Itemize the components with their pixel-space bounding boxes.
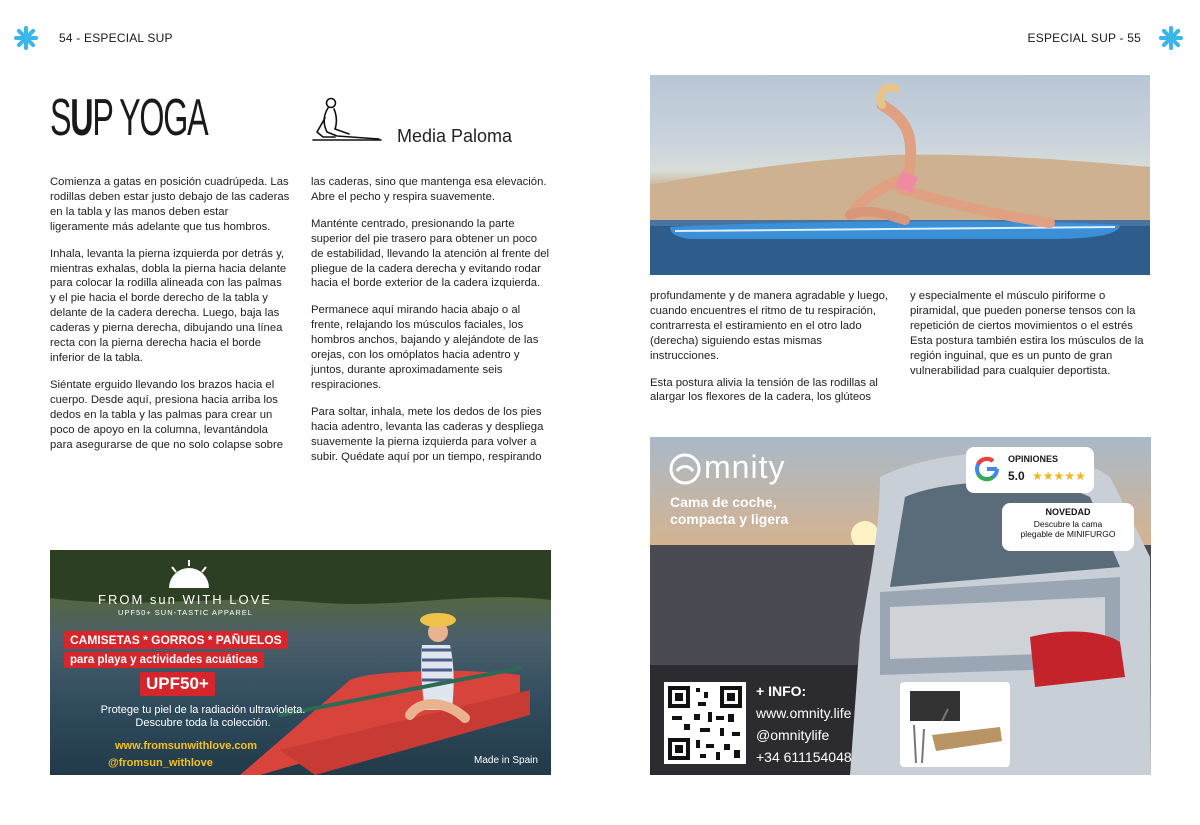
paragraph: Para soltar, inhala, mete los dedos de los pies hacia adentro, levanta las caderas y despliega suavemente la pierna izquierda para volver a subir. Quédate aquí por un tiempo, respirando: [311, 405, 544, 463]
qr-code-icon[interactable]: [664, 682, 746, 764]
ad-brand: FROM sun WITH LOVE: [98, 592, 272, 607]
fromsun-advertisement[interactable]: [50, 550, 551, 775]
info-label: + INFO:: [756, 683, 807, 699]
omnity-website-link[interactable]: www.omnity.life: [756, 705, 852, 721]
page-number-left: 54 - ESPECIAL SUP: [59, 31, 173, 45]
omnity-tagline-2: compacta y ligera: [670, 511, 789, 527]
text-column-2: [311, 175, 551, 476]
ad-collection-text: Descubre toda la colección.: [135, 717, 271, 729]
rating-stars: ★★★★★: [1032, 469, 1086, 483]
paragraph: Comienza a gatas en posición cuadrúpeda. Las rodillas deben estar justo debajo de las caderas en la tabla y las manos deben estar ligeramente más adelante que tus hombros.: [50, 176, 290, 233]
novedad-badge: [1002, 503, 1134, 551]
yoga-photo: [650, 75, 1150, 275]
google-icon: [973, 455, 1001, 483]
ad-website-link[interactable]: www.fromsunwithlove.com: [115, 740, 257, 752]
novedad-text-1: Descubre la cama: [1033, 519, 1103, 529]
paragraph: Esta postura alivia la tensión de las rodillas al alargar los flexores de la cadera, los glúteos: [650, 376, 878, 404]
paragraph: Inhala, levanta la pierna izquierda por detrás y, mientras exhalas, dobla la pierna hacia delante para colocar la rodilla alineada con las palmas y el pie hacia el borde derecho de la tabla y delante de la cadera derecha. Luego, baja las caderas y pierna derecha, dibujando una línea recta con la pierna derecha hacia el borde inferior de la tabla.: [50, 247, 287, 364]
pigeon-pose-icon: [309, 96, 383, 144]
ad-protect-text: Protege tu piel de la radiación ultravioleta.: [100, 704, 306, 716]
novedad-text-2: plegable de MINIFURGO: [1020, 529, 1116, 539]
paragraph: profundamente y de manera agradable y luego, cuando encuentres el ritmo de tu respiración, contrarresta el estiramiento en el otro lado (derecha) siguiendo estas mismas instrucciones.: [650, 290, 889, 362]
rating-value: 5.0: [1008, 469, 1025, 483]
folding-bed-product-icon: [902, 685, 1008, 765]
sun-logo-icon: [164, 560, 214, 590]
paragraph: y especialmente el músculo piriforme o piramidal, que pueden ponerse tensos con la repetición de ciertos movimientos o el estrés Esta postura también estira los músculos de la región inguinal, que es un punto de gran vulnerabilidad para cualquier deportista.: [910, 290, 1144, 377]
ad-made-in-label: Made in Spain: [474, 755, 538, 766]
omnity-brand: mnity: [704, 449, 786, 485]
ad-tagline: UPF50+ SUN-TASTIC APPAREL: [118, 608, 253, 617]
paragraph: Siéntate erguido llevando los brazos hacia el cuerpo. Desde aquí, presiona hacia arriba los dedos en la tabla y las palmas para crear un poco de apoyo en la columna, levantándola para asegurarse de que no solo colapse sobre: [50, 378, 283, 451]
text-column-4: [910, 289, 1150, 390]
asterisk-logo-icon: [13, 25, 39, 51]
page-number-right: ESPECIAL SUP - 55: [1027, 31, 1141, 45]
paragraph: Manténte centrado, presionando la parte superior del pie trasero para obtener un poco de estabilidad, llevando la atención al frente del pliegue de la cadera derecha y evitando rodar hacia el borde exterior de la cadera izquierda.: [311, 217, 550, 290]
pose-name: Media Paloma: [397, 126, 513, 146]
google-reviews-badge: [966, 447, 1094, 493]
novedad-label: NOVEDAD: [1045, 507, 1091, 517]
text-column-3: [650, 289, 890, 417]
omnity-phone[interactable]: +34 611154048: [756, 749, 852, 765]
text-column-1: [50, 175, 290, 464]
ad-usage-label: para playa y actividades acuáticas: [64, 652, 264, 668]
omnity-tagline-1: Cama de coche,: [670, 494, 777, 510]
paragraph: Permanece aquí mirando hacia abajo o al frente, relajando los músculos faciales, los hombros anchos, bajando y alejándote de las orejas, con los omóplatos hacia adentro y juntos, durante aproximadamente seis respiraciones.: [311, 304, 539, 391]
article-title: SUP YOGA: [50, 89, 208, 147]
yoga-photo-illustration: [650, 75, 1150, 275]
ad-products-label: CAMISETAS * GORROS * PAÑUELOS: [64, 631, 288, 649]
omnity-advertisement[interactable]: [650, 437, 1151, 775]
omnity-instagram-link[interactable]: @omnitylife: [756, 727, 830, 743]
ad-instagram-link[interactable]: @fromsun_withlove: [108, 757, 213, 769]
omnity-logo-icon: [669, 453, 701, 485]
asterisk-logo-icon: [1158, 25, 1184, 51]
ad-upf-label: UPF50+: [140, 672, 215, 696]
paragraph: las caderas, sino que mantenga esa elevación. Abre el pecho y respira suavemente.: [311, 176, 547, 203]
reviews-label: OPINIONES: [1008, 454, 1059, 464]
